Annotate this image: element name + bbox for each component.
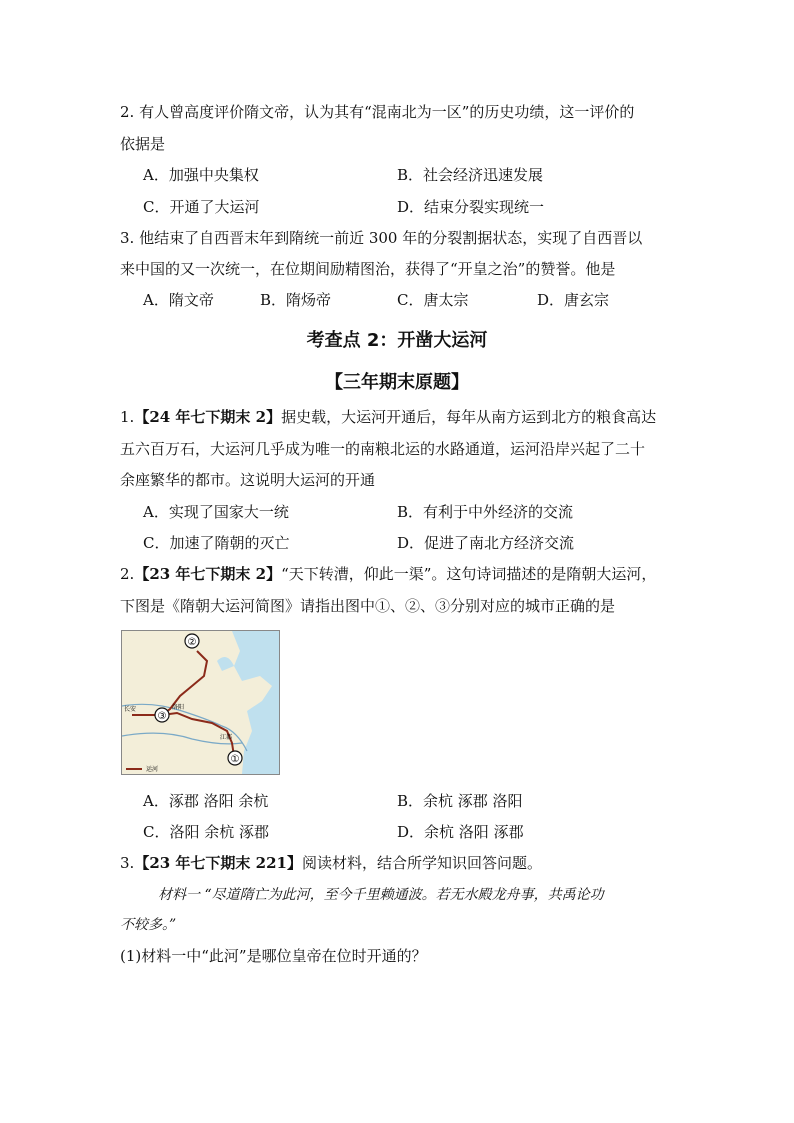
q3-text: 阅读材料，结合所学知识回答问题。: [301, 854, 542, 872]
q3-prev-option-b[interactable]: B．隋炀帝: [260, 291, 332, 309]
q1-text: 据史载，大运河开通后，每年从南方运到北方的粮食高达: [281, 408, 657, 426]
q2-option-d[interactable]: D．余杭 洛阳 涿郡: [397, 823, 524, 841]
section-title: 考查点 2：开凿大运河: [306, 330, 488, 351]
q1-option-c[interactable]: C．加速了隋朝的灭亡: [143, 534, 290, 552]
material-1-line2: 不较多。”: [120, 917, 177, 933]
q2-number: 2.: [120, 565, 135, 583]
q2-option-b[interactable]: B．余杭 涿郡 洛阳: [397, 792, 523, 810]
q3-source: 【23 年七下期末 221】: [134, 854, 302, 872]
q2-prev-option-a[interactable]: A．加强中央集权: [143, 166, 259, 184]
material-1-line1: 材料一 “尽道隋亡为此河，至今千里赖通波。若无水殿龙舟事，共禹论功: [158, 887, 604, 903]
q3-prev-option-a[interactable]: A．隋文帝: [143, 291, 214, 309]
q2-line2: 下图是《隋朝大运河简图》请指出图中①、②、③分别对应的城市正确的是: [120, 597, 616, 615]
q2-option-a[interactable]: A．涿郡 洛阳 余杭: [143, 792, 269, 810]
q2-prev-line1: 2. 有人曾高度评价隋文帝，认为其有“混南北为一区”的历史功绩，这一评价的: [120, 103, 635, 121]
q2-prev-line2: 依据是: [120, 135, 166, 153]
q2-prev-option-d[interactable]: D．结束分裂实现统一: [397, 198, 545, 216]
q2-line1: [120, 564, 656, 584]
marker-3: ③: [157, 711, 167, 722]
q1-option-d[interactable]: D．促进了南北方经济交流: [397, 534, 575, 552]
marker-2: ②: [187, 637, 197, 648]
q1-source: 【24 年七下期末 2】: [134, 408, 282, 426]
q2-text: “天下转漕，仰此一渠”。这句诗词描述的是隋朝大运河，: [281, 565, 657, 583]
grand-canal-map: [121, 630, 280, 775]
q1-line3: 余座繁华的都市。这说明大运河的开通: [120, 471, 376, 489]
q3-subquestion-1: (1)材料一中“此河”是哪位皇帝在位时开通的？: [120, 947, 427, 965]
label-changan: 长安: [124, 706, 137, 713]
q2-prev-option-c[interactable]: C．开通了大运河: [143, 198, 260, 216]
q1-option-a[interactable]: A．实现了国家大一统: [143, 503, 289, 521]
q3-number: 3.: [120, 854, 135, 872]
q1-option-b[interactable]: B．有利于中外经济的交流: [397, 503, 574, 521]
q2-prev-option-b[interactable]: B．社会经济迅速发展: [397, 166, 544, 184]
label-luoyang: 洛阳: [172, 704, 185, 711]
q1-line2: 五六百万石，大运河几乎成为唯一的南粮北运的水路通道，运河沿岸兴起了二十: [120, 440, 646, 458]
q3-line1: [120, 853, 542, 873]
sub-title: 【三年期末原题】: [325, 372, 469, 393]
q1-number: 1.: [120, 408, 135, 426]
q1-line1: [120, 407, 656, 427]
q3-prev-option-c[interactable]: C．唐太宗: [397, 291, 469, 309]
label-jiangdu: 江都: [220, 734, 233, 741]
q3-prev-option-d[interactable]: D．唐玄宗: [537, 291, 610, 309]
q2-option-c[interactable]: C．洛阳 余杭 涿郡: [143, 823, 270, 841]
q3-prev-line2: 来中国的又一次统一，在位期间励精图治，获得了“开皇之治”的赞誉。他是: [120, 260, 616, 278]
q2-source: 【23 年七下期末 2】: [134, 565, 282, 583]
marker-1: ①: [230, 754, 240, 765]
legend-label: 运河: [146, 766, 159, 773]
q3-prev-line1: 3. 他结束了自西晋末年到隋统一前近 300 年的分裂割据状态，实现了自西晋以: [120, 229, 643, 247]
